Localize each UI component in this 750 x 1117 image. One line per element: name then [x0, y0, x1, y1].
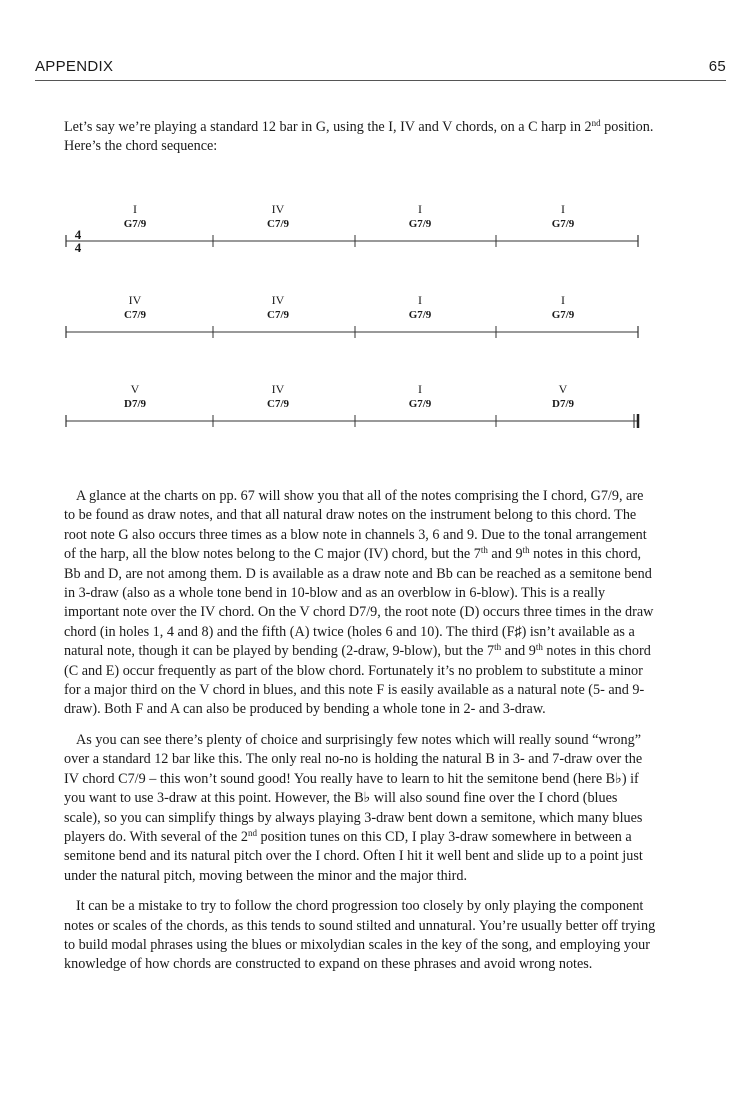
- chord-symbol: C7/9: [267, 309, 289, 321]
- roman-numeral: I: [561, 293, 565, 307]
- section-title: APPENDIX: [35, 58, 114, 75]
- intro-text-end: position. Here’s the chord sequence:: [64, 119, 654, 154]
- chord-symbol: G7/9: [551, 309, 575, 321]
- time-signature-top: 4: [74, 227, 82, 242]
- roman-numeral: I: [133, 202, 137, 216]
- p1-text-a: A glance at the charts on pp. 67 will show you that all of the notes comprising the I chord, G7/9, are to be found as draw notes, and that all natural draw notes on the instrument belong to this chord. The root note G also occurs three times as a blow note in channels 3, 6 and 9. Due to the tonal arrangement of the harp, all the blow notes belong to the C major (IV) chord, but the 7: [64, 488, 647, 563]
- p2-text-a: As you can see there’s plenty of choice and surprisingly few notes which will really sound “wrong” over a standard 12 bar like this. The only real no-no is holding the natural B in 3- and 7-draw over the IV chord C7/9 – this won’t sound good! You really have to learn to hit the semitone bend (here B♭) if you want to use 3-draw at this point. However, the B♭ will also sound fine over the I chord (blues scale), so you can simplify things by always playing 3-draw bent down a semitone, which many blues players do. With several of the 2: [64, 731, 643, 845]
- p1-sup-2: th: [522, 545, 530, 556]
- p1-sup-3: th: [494, 642, 502, 653]
- p2-sup-1: nd: [247, 827, 257, 838]
- chord-symbol: G7/9: [408, 398, 432, 410]
- roman-numeral: I: [418, 382, 422, 396]
- intro-text: Let’s say we’re playing a standard 12 bar in G, using the I, IV and V chords, on a C harp in 2: [64, 119, 592, 135]
- chord-symbol: G7/9: [408, 218, 432, 230]
- p1-text-b: and 9: [487, 546, 523, 563]
- p1-sup-4: th: [535, 642, 543, 653]
- roman-numeral: V: [130, 382, 140, 396]
- p2-text-b: position tunes on this CD, I play 3-draw somewhere in between a semitone bend and its natural pitch over the I chord. Often I hit it well bent and slide up to a point just under the natural pitch, moving between the minor and the major third.: [64, 828, 643, 884]
- p3-text-a: It can be a mistake to try to follow the chord progression too closely by only playing the component notes or scales of the chords, as this tends to sound stilted and unnatural. You’re usually better off trying to build modal phrases using the blues or mixolydian scales in the key of the song, and employing your knowledge of how chords are constructed to expand on these phrases and avoid wrong notes.: [64, 898, 656, 973]
- chord-symbol: D7/9: [124, 398, 146, 410]
- paragraph-2: [64, 731, 656, 886]
- roman-numeral: I: [561, 202, 565, 216]
- roman-numeral: IV: [128, 293, 142, 307]
- time-signature-bottom: 4: [74, 240, 82, 255]
- paragraph-3: [64, 897, 656, 975]
- intro-sup: nd: [591, 118, 601, 128]
- p1-sup-1: th: [480, 545, 488, 556]
- p1-text-c: notes in this chord, Bb and D, are not among them. D is available as a draw note and Bb can be reached as a semitone bend in 3-draw (also as a whole tone bend in 10-blow and as an overblow in 6-blow). This is a really important note over the IV chord. On the V chord D7/9, the root note (D) occurs three times in the draw chord (in holes 1, 4 and 8) and the fifth (A) twice (holes 6 and 10). The third (F♯) isn’t available as a natural note, though it can be played by bending (2-draw, 9-blow), but the 7: [64, 546, 654, 660]
- chord-symbol: C7/9: [267, 218, 289, 230]
- chord-symbol: G7/9: [408, 309, 432, 321]
- body-text: [64, 487, 656, 986]
- chord-symbol: G7/9: [123, 218, 147, 230]
- paragraph-1: [64, 487, 656, 720]
- chord-symbol: C7/9: [267, 398, 289, 410]
- roman-numeral: IV: [271, 202, 285, 216]
- chord-chart: [58, 196, 658, 436]
- chord-symbol: G7/9: [551, 218, 575, 230]
- intro-paragraph: [64, 118, 656, 156]
- p1-text-d: and 9: [501, 643, 536, 660]
- roman-numeral: IV: [271, 382, 285, 396]
- roman-numeral: IV: [271, 293, 285, 307]
- p1-text-e: notes in this chord (C and E) occur frequently as part of the blow chord. Fortunately it’s no problem to substitute a minor for a major third on the V chord in blues, and this note F is easily available as a natural note (5- and 9-draw). Both F and A can also be produced by bending a whole tone in 2- and 3-draw.: [64, 643, 651, 718]
- chord-symbol: C7/9: [124, 309, 146, 321]
- chord-symbol: D7/9: [552, 398, 574, 410]
- page-header: [35, 56, 726, 81]
- page-number: 65: [708, 58, 726, 75]
- roman-numeral: I: [418, 202, 422, 216]
- roman-numeral: V: [558, 382, 568, 396]
- roman-numeral: I: [418, 293, 422, 307]
